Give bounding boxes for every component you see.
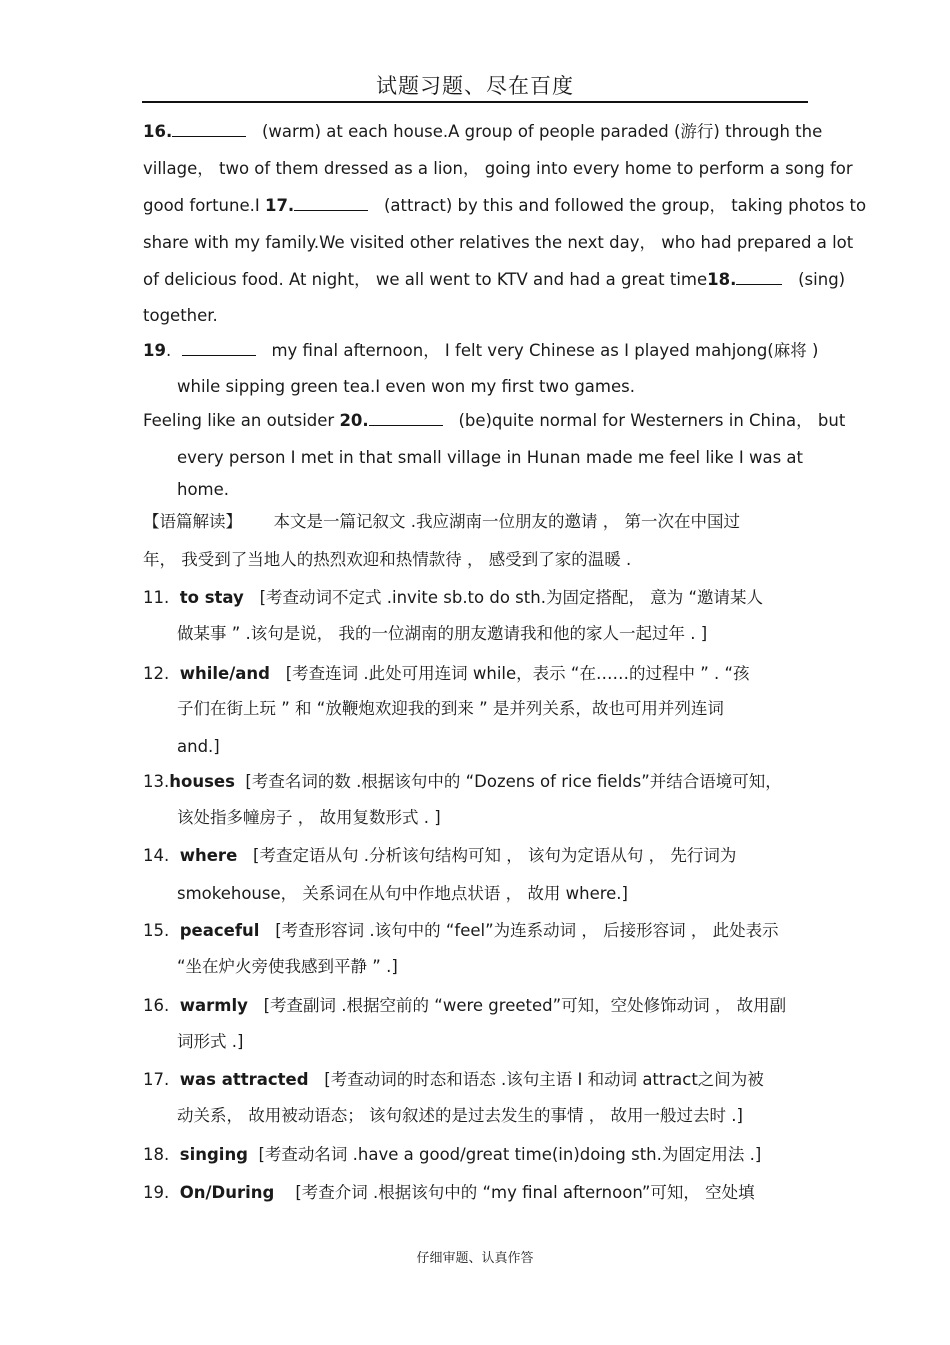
answer-explanation: [考查连词 .此处可用连词 while，表示 “在……的过程中 ” . “孩: [285, 664, 750, 683]
passage-line: [143, 122, 822, 142]
answer-explanation: [考查介词 .根据该句中的 “my final afternoon”可知， 空处填: [295, 1183, 755, 1202]
passage-line: [143, 411, 845, 431]
passage-text: .: [165, 341, 172, 360]
answer-explanation: 该处指多幢房子 ， 故用复数形式 . ]: [177, 808, 441, 827]
question-number-16: 16.: [143, 122, 173, 141]
answer-explanation: 做某事 ” .该句是说， 我的一位湖南的朋友邀请我和他的家人一起过年 . ]: [177, 624, 708, 643]
answer-13: [143, 772, 782, 792]
answer-explanation: [考查副词 .根据空前的 “were greeted”可知，空处修饰动词 ， 故用副: [263, 996, 787, 1015]
answer-key: houses: [169, 772, 235, 791]
passage-line: every person I met in that small village in Hunan made me feel like I was at: [177, 448, 804, 467]
answer-number: 12.: [143, 664, 170, 683]
answer-number: 14.: [143, 846, 170, 865]
answer-number: 19.: [143, 1183, 170, 1202]
passage-text: my final afternoon， I felt very Chinese as I played mahjong(麻将 ): [271, 341, 819, 360]
answer-17: [143, 1070, 764, 1090]
answer-15: [143, 921, 779, 941]
answer-explanation: 词形式 .]: [177, 1032, 244, 1051]
answer-explanation: and.]: [177, 737, 220, 756]
answer-key: while/and: [179, 664, 270, 683]
header-divider: [142, 101, 808, 103]
answer-explanation: [考查动词不定式 .invite sb.to do sth.为固定搭配， 意为 “邀请某人: [259, 588, 763, 607]
analysis-label: 【语篇解读】: [143, 512, 242, 531]
answer-16: [143, 996, 786, 1016]
answer-key: On/During: [179, 1183, 275, 1202]
analysis-line: [143, 512, 740, 532]
answer-11: [143, 588, 763, 608]
passage-line: together.: [143, 306, 218, 325]
analysis-text: 本文是一篇记叙文 .我应湖南一位朋友的邀请 ， 第一次在中国过: [273, 512, 740, 531]
passage-line: share with my family.We visited other relatives the next day， who had prepared a lot: [143, 233, 854, 252]
answer-number: 15.: [143, 921, 170, 940]
question-number-20: 20.: [339, 411, 369, 430]
answer-number: 13.: [143, 772, 170, 791]
answer-key: to stay: [179, 588, 244, 607]
answer-key: singing: [179, 1145, 248, 1164]
answer-explanation: [考查定语从句 .分析该句结构可知 ， 该句为定语从句 ， 先行词为: [253, 846, 737, 865]
answer-explanation: [考查动词的时态和语态 .该句主语 I 和动词 attract之间为被: [324, 1070, 764, 1089]
passage-line: while sipping green tea.I even won my first two games.: [177, 377, 635, 396]
answer-number: 16.: [143, 996, 170, 1015]
analysis-line: 年， 我受到了当地人的热烈欢迎和热情款待 ， 感受到了家的温暖 .: [143, 550, 632, 569]
answer-key: was attracted: [179, 1070, 309, 1089]
passage-text: of delicious food. At night， we all went to KTV and had a great time: [143, 270, 708, 289]
answer-18: [143, 1145, 761, 1165]
answer-number: 11.: [143, 588, 170, 607]
passage-line: [143, 196, 866, 216]
passage-text: (sing): [798, 270, 846, 289]
answer-explanation: “坐在炉火旁使我感到平静 ” .]: [177, 957, 398, 976]
answer-14: [143, 846, 736, 866]
answer-19: [143, 1183, 755, 1203]
passage-line: [143, 270, 845, 290]
answer-number: 18.: [143, 1145, 170, 1164]
answer-key: peaceful: [179, 921, 260, 940]
blank-20[interactable]: [369, 411, 443, 426]
passage-line: village， two of them dressed as a lion， going into every home to perform a song for: [143, 159, 853, 178]
blank-17[interactable]: [294, 196, 368, 211]
passage-text: Feeling like an outsider: [143, 411, 335, 430]
blank-16[interactable]: [172, 122, 246, 137]
answer-explanation: [考查动名词 .have a good/great time(in)doing sth.为固定用法 .]: [258, 1145, 762, 1164]
passage-text: (attract) by this and followed the group， taking photos to: [383, 196, 867, 215]
page-footer: 仔细审题、认真作答: [416, 1251, 534, 1266]
passage-text: good fortune.I: [143, 196, 260, 215]
question-number-18: 18.: [707, 270, 737, 289]
answer-explanation: 动关系， 故用被动语态； 该句叙述的是过去发生的事情 ， 故用一般过去时 .]: [177, 1106, 743, 1125]
answer-explanation: 子们在街上玩 ” 和 “放鞭炮欢迎我的到来 ” 是并列关系，故也可用并列连词: [177, 699, 724, 718]
passage-text: (warm) at each house.A group of people paraded (游行) through the: [261, 122, 823, 141]
passage-line: home.: [177, 480, 230, 499]
passage-text: (be)quite normal for Westerners in China， but: [458, 411, 846, 430]
answer-explanation: [考查名词的数 .根据该句中的 “Dozens of rice fields”并结合语境可知，: [245, 772, 782, 791]
answer-explanation: smokehouse， 关系词在从句中作地点状语 ， 故用 where.]: [177, 884, 628, 903]
blank-18[interactable]: [736, 270, 782, 285]
answer-number: 17.: [143, 1070, 170, 1089]
question-number-19: 19: [143, 341, 166, 360]
answer-12: [143, 664, 750, 684]
answer-key: warmly: [179, 996, 248, 1015]
page-header: 试题习题、尽在百度: [376, 74, 574, 98]
passage-line: [143, 341, 818, 361]
question-number-17: 17.: [264, 196, 295, 215]
answer-key: where: [179, 846, 238, 865]
blank-19[interactable]: [182, 341, 256, 356]
answer-explanation: [考查形容词 .该句中的 “feel”为连系动词 ， 后接形容词 ， 此处表示: [275, 921, 779, 940]
